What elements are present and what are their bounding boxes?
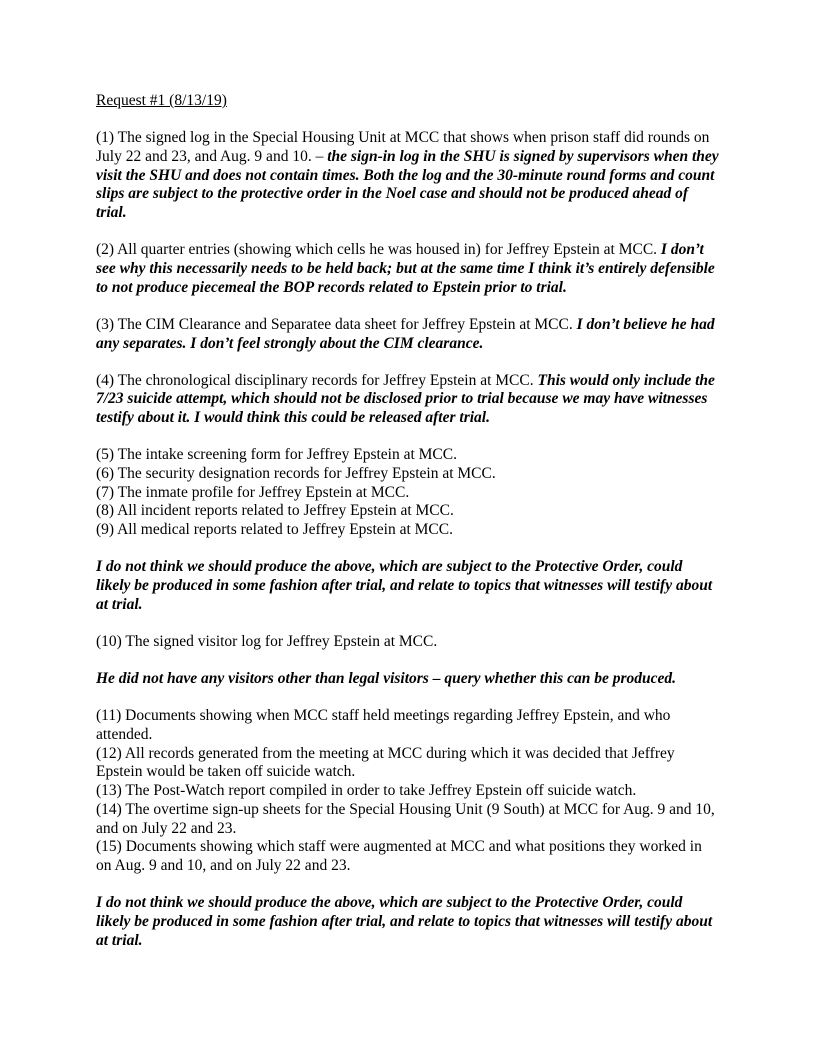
paragraph: [96, 241, 720, 297]
commentary-run: I don’t believe he had any separates. I don’t feel strongly about the CIM clearance.: [96, 315, 715, 352]
commentary-run: I don’t see why this necessarily needs to be held back; but at the same time I think it’s entirely defensible to not produce piecemeal the BOP records related to Epstein prior to trial.: [96, 241, 715, 296]
text-run: (1) The signed log in the Special Housing Unit at MCC that shows when prison staff did rounds on July 22 and 23, and Aug. 9 and 10. –: [96, 129, 710, 165]
commentary-run: I do not think we should produce the above, which are subject to the Protective Order, could likely be produced in some fashion after trial, and relate to topics that witnesses will testify about at trial.: [96, 894, 713, 949]
text-run: (15) Documents showing which staff were augmented at MCC and what positions they worked in on Aug. 9 and 10, and on July 22 and 23.: [96, 838, 702, 874]
text-run: (4) The chronological disciplinary records for Jeffrey Epstein at MCC.: [96, 371, 538, 389]
paragraph: [96, 316, 720, 353]
paragraph: [96, 782, 720, 801]
text-run: (3) The CIM Clearance and Separatee data sheet for Jeffrey Epstein at MCC.: [96, 315, 577, 333]
commentary-run: I do not think we should produce the above, which are subject to the Protective Order, could likely be produced in some fashion after trial, and relate to topics that witnesses will testify about at trial.: [96, 558, 713, 613]
text-run: (10) The signed visitor log for Jeffrey Epstein at MCC.: [96, 632, 438, 650]
text-run: (8) All incident reports related to Jeffrey Epstein at MCC.: [96, 502, 454, 520]
text-run: (12) All records generated from the meeting at MCC during which it was decided that Jeffrey Epstein would be taken off suicide watch.: [96, 744, 675, 781]
commentary-run: He did not have any visitors other than legal visitors – query whether this can be produced.: [96, 670, 676, 688]
commentary-run: This would only include the 7/23 suicide attempt, which should not be disclosed prior to trial because we may have witnesses testify about it. I would think this could be released after trial.: [96, 371, 715, 427]
paragraph: [96, 558, 720, 614]
paragraph: [96, 838, 720, 875]
text-run: (11) Documents showing when MCC staff held meetings regarding Jeffrey Epstein, and who attended.: [96, 707, 671, 744]
text-run: (2) All quarter entries (showing which cells he was housed in) for Jeffrey Epstein at MCC.: [96, 241, 661, 259]
text-run: (5) The intake screening form for Jeffrey Epstein at MCC.: [96, 446, 457, 464]
page-title: Request #1 (8/13/19): [96, 92, 227, 109]
text-run: (9) All medical reports related to Jeffrey Epstein at MCC.: [96, 521, 453, 539]
paragraph: [96, 465, 720, 484]
paragraph: [96, 670, 720, 689]
paragraph: [96, 894, 720, 950]
document-body: [96, 129, 720, 950]
text-run: (14) The overtime sign-up sheets for the Special Housing Unit (9 South) at MCC for Aug. 9 and 10, and on July 22 and 23.: [96, 800, 715, 837]
paragraph: [96, 372, 720, 428]
paragraph: [96, 707, 720, 744]
paragraph: [96, 521, 720, 540]
paragraph: [96, 129, 720, 223]
paragraph: [96, 633, 720, 652]
text-run: (6) The security designation records for Jeffrey Epstein at MCC.: [96, 465, 496, 483]
text-run: (7) The inmate profile for Jeffrey Epstein at MCC.: [96, 483, 410, 501]
paragraph: [96, 484, 720, 503]
paragraph: [96, 446, 720, 465]
paragraph: [96, 745, 720, 782]
commentary-run: the sign-in log in the SHU is signed by supervisors when they visit the SHU and does not contain times. Both the log and the 30-minute round forms and count slips are subject to the protective order in the Noel case and should not be produced ahead of trial.: [96, 147, 719, 222]
text-run: (13) The Post-Watch report compiled in order to take Jeffrey Epstein off suicide watch.: [96, 782, 637, 800]
paragraph: [96, 801, 720, 838]
paragraph: [96, 502, 720, 521]
